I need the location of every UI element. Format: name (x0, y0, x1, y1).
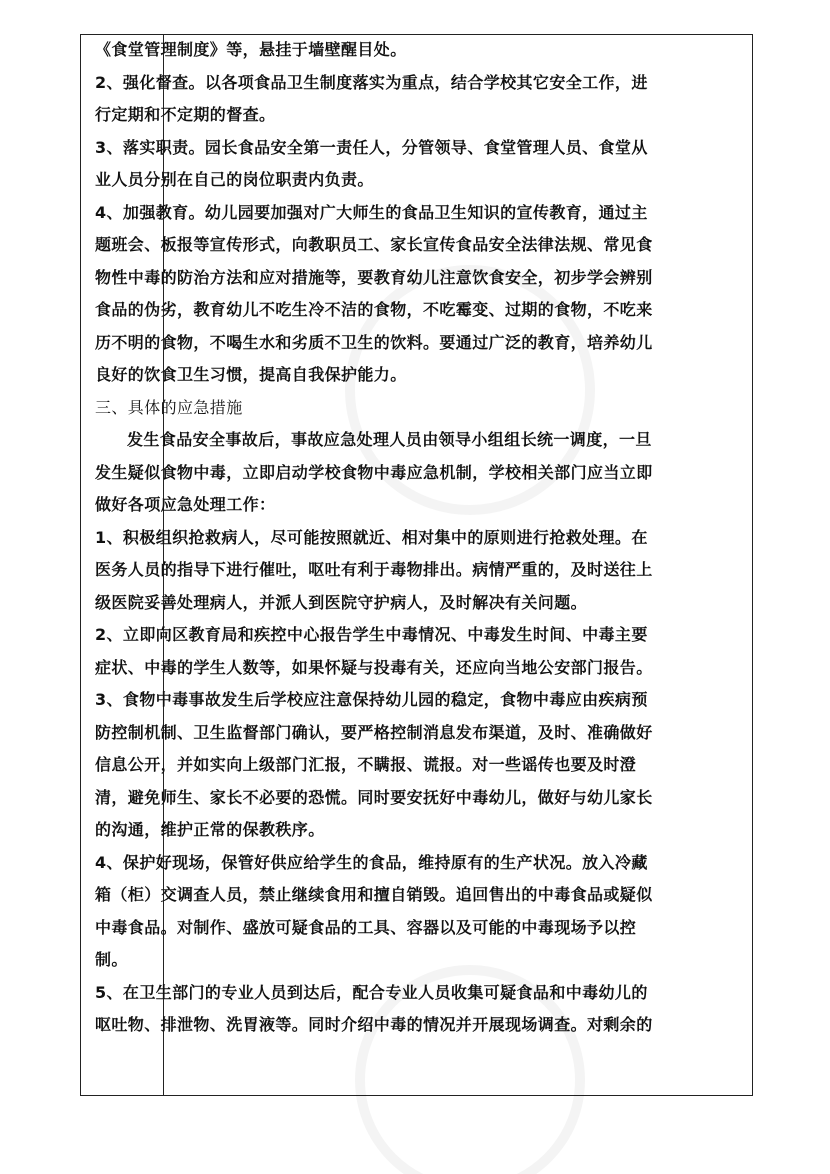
text-line: 行定期和不定期的督查。 (95, 105, 276, 124)
text-line: 物性中毒的防治方法和应对措施等，要教育幼儿注意饮食安全，初步学会辨别 (95, 267, 653, 287)
text-line: 级医院妥善处理病人，并派人到医院守护病人，及时解决有关问题。 (95, 592, 588, 612)
text-line: 良好的饮食卫生习惯，提高自我保护能力。 (95, 365, 407, 384)
text-line: 中毒食品。对制作、盛放可疑食品的工具、容器以及可能的中毒现场予以控 (95, 917, 637, 937)
text-line: 1、积极组织抢救病人，尽可能按照就近、相对集中的原则进行抢救处理。在 (95, 527, 648, 547)
text-line: 历不明的食物，不喝生水和劣质不卫生的饮料。要通过广泛的教育，培养幼儿 (95, 332, 653, 352)
text-line: 2、立即向区教育局和疾控中心报告学生中毒情况、中毒发生时间、中毒主要 (95, 625, 648, 644)
text-line: 发生食品安全事故后，事故应急处理人员由领导小组组长统一调度，一旦 (127, 430, 652, 449)
text-line: 防控制机制、卫生监督部门确认，要严格控制消息发布渠道，及时、准确做好 (95, 722, 653, 742)
text-line: 题班会、板报等宣传形式，向教职员工、家长宣传食品安全法律法规、常见食 (95, 235, 653, 254)
text-line: 业人员分别在自己的岗位职责内负责。 (95, 170, 374, 189)
text-line: 信息公开，并如实向上级部门汇报，不瞒报、谎报。对一些谣传也要及时澄 (95, 755, 637, 774)
text-line: 制。 (95, 950, 128, 969)
text-line: 4、保护好现场，保管好供应给学生的食品，维持原有的生产状况。放入冷藏 (95, 852, 648, 872)
text-line: 2、强化督查。以各项食品卫生制度落实为重点，结合学校其它安全工作，进 (95, 72, 648, 92)
text-line: 食品的伪劣，教育幼儿不吃生冷不洁的食物，不吃霉变、过期的食物，不吃来 (95, 300, 653, 319)
text-line: 5、在卫生部门的专业人员到达后，配合专业人员收集可疑食品和中毒幼儿的 (95, 982, 648, 1002)
text-line: 做好各项应急处理工作： (95, 495, 276, 514)
text-line: 呕吐物、排泄物、洗胃液等。同时介绍中毒的情况并开展现场调查。对剩余的 (95, 1015, 653, 1034)
text-line: 3、食物中毒事故发生后学校应注意保持幼儿园的稳定，食物中毒应由疾病预 (95, 690, 648, 709)
document-body (95, 34, 675, 1042)
text-line: 3、落实职责。园长食品安全第一责任人，分管领导、食堂管理人员、食堂从 (95, 137, 648, 157)
text-line: 医务人员的指导下进行催吐，呕吐有利于毒物排出。病情严重的，及时送往上 (95, 560, 653, 579)
text-line: 《食堂管理制度》等，悬挂于墙壁醒目处。 (95, 40, 407, 59)
text-line: 症状、中毒的学生人数等，如果怀疑与投毒有关，还应向当地公安部门报告。 (95, 657, 653, 677)
text-line: 4、加强教育。幼儿园要加强对广大师生的食品卫生知识的宣传教育，通过主 (95, 202, 648, 222)
text-line: 发生疑似食物中毒，立即启动学校食物中毒应急机制，学校相关部门应当立即 (95, 462, 653, 482)
section-heading: 三、具体的应急措施 (95, 397, 243, 417)
text-line: 清，避免师生、家长不必要的恐慌。同时要安抚好中毒幼儿，做好与幼儿家长 (95, 787, 653, 807)
text-line: 箱（柜）交调查人员，禁止继续食用和擅自销毁。追回售出的中毒食品或疑似 (95, 885, 653, 904)
text-line: 的沟通，维护正常的保教秩序。 (95, 820, 325, 839)
